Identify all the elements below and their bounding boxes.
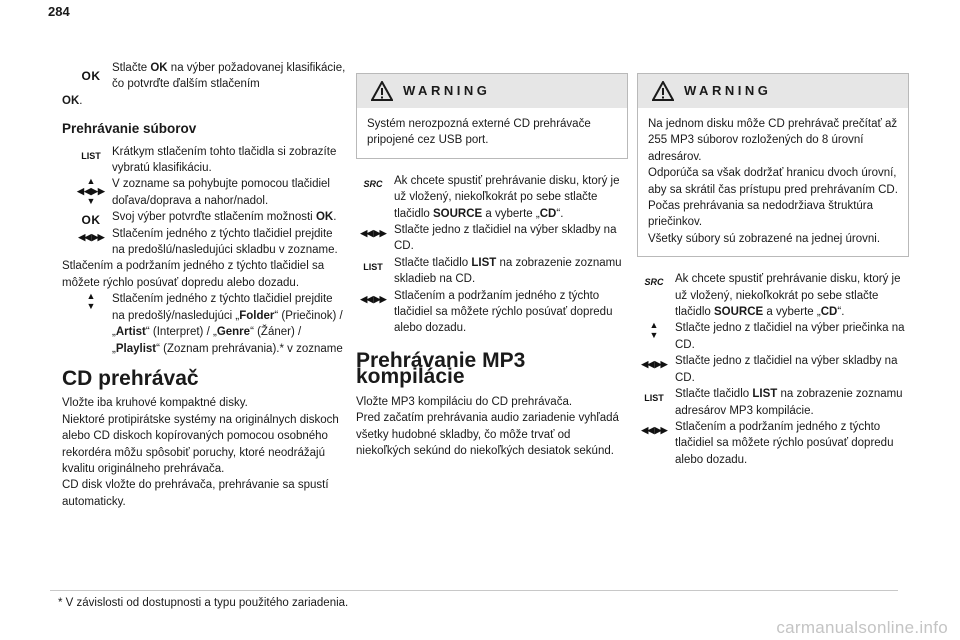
source-text-a: Ak chcete spustiť prehrávanie disku, ktorý je už vložený, niekoľkokrát po sebe stlačte tlačidlo xyxy=(675,273,901,319)
warning-box-usb xyxy=(356,73,628,159)
ok-button-icon: OK xyxy=(81,69,101,83)
ok-button-icon: OK xyxy=(81,213,101,228)
footnote-divider xyxy=(50,590,898,591)
column-middle xyxy=(356,73,628,459)
list-button-icon: LIST xyxy=(81,150,101,161)
ok-confirm-instruction xyxy=(74,209,346,228)
mp3-compilation-heading: Prehrávanie MP3 kompilácie xyxy=(356,348,526,389)
source-instruction xyxy=(637,271,909,320)
folder-skip-text-b: “ (Priečinok) / „ xyxy=(112,309,343,339)
section-heading-file-playback: Prehrávanie súborov xyxy=(62,121,197,137)
cd-player-heading: CD prehrávač xyxy=(62,366,199,390)
warning-triangle-icon xyxy=(652,81,674,101)
four-way-arrows-icon xyxy=(74,176,108,206)
up-arrow-icon: ▲ xyxy=(86,291,96,302)
folder-skip-text-e: “ (Zoznam prehrávania).* v zozname xyxy=(156,342,343,355)
page-number: 284 xyxy=(48,4,70,19)
ok-press-tail xyxy=(62,93,346,109)
artist-label: Artist xyxy=(115,326,146,339)
list-button-icon: LIST xyxy=(363,261,383,272)
ok-press-text-b: na výber požadovanej klasifikácie, čo potvrďte ďalším stlačením xyxy=(112,62,346,91)
genre-label: Genre xyxy=(216,326,251,339)
source-text-a: Ak chcete spustiť prehrávanie disku, ktorý je už vložený, niekoľkokrát po sebe stlačte tlačidlo xyxy=(394,174,620,220)
ok-bold: OK xyxy=(150,62,168,74)
watermark: carmanualsonline.info xyxy=(776,618,948,637)
down-arrow-icon: ▼ xyxy=(649,330,659,341)
list-bold: LIST xyxy=(752,388,778,401)
list-instruction xyxy=(74,144,346,177)
cd-player-text: Vložte iba kruhové kompaktné disky. Niektoré protipirátske systémy na originálnych diskoch alebo CD diskoch kopírovaných pomocou osobného rekordéra môžu spôsobiť poruchy, ktoré neodrážajú kvalitu originálneho prehrávača. CD disk vložte do prehrávača, prehrávanie sa spustí automaticky. xyxy=(62,397,339,508)
left-right-arrows-icon: ◀◀ ▶▶ xyxy=(360,293,386,304)
left-right-arrows-icon: ◀◀ ▶▶ xyxy=(360,228,386,239)
track-skip-text: Stlačením jedného z týchto tlačidiel prejdite na predošlú/nasledujúci skladbu v zozname. xyxy=(112,227,338,257)
folder-skip-text-d: “ (Žáner) / „ xyxy=(112,326,302,355)
list-instruction-text: Krátkym stlačením tohto tlačidla si zobrazíte vybratú klasifikáciu. xyxy=(112,145,337,175)
track-select-instruction xyxy=(356,222,628,255)
down-arrow-icon: ▼ xyxy=(86,301,96,312)
warning-title: WARNING xyxy=(403,83,491,98)
warning-text: Na jednom disku môže CD prehrávač prečítať až 255 MP3 súborov rozložených do 8 úrovní adresárov. Odporúča sa však dodržať hranicu dvoch úrovní, aby sa skrátil čas prístupu pred prehrávaním CD. Počas prehrávania sa nedodržiava štruktúra priečinkov. Všetky súbory sú zobrazené na jednej úrovni. xyxy=(648,118,898,245)
ok-bold-2: OK xyxy=(62,94,80,107)
column-left xyxy=(62,60,346,510)
fast-scroll-text: Stlačením a podržaním jedného z týchto tlačidiel sa môžete rýchlo posúvať dopredu alebo dozadu. xyxy=(394,289,613,335)
playlist-label: Playlist xyxy=(115,342,157,355)
source-bold: SOURCE xyxy=(433,207,483,220)
ok-press-text-c: . xyxy=(79,94,83,107)
source-text-b: a vyberte „ xyxy=(482,207,540,220)
warning-title: WARNING xyxy=(684,83,772,98)
fast-scroll-text: Stlačením a podržaním jedného z týchto tlačidiel sa môžete rýchlo posúvať dopredu alebo dozadu. xyxy=(62,260,325,289)
left-right-arrows-icon: ◀◀▶▶ xyxy=(77,186,105,197)
source-bold: SOURCE xyxy=(714,306,764,319)
list-bold: LIST xyxy=(471,256,497,269)
source-text-c: “. xyxy=(837,306,845,319)
list-folders-text-a: Stlačte tlačidlo xyxy=(675,388,753,401)
folder-select-text: Stlačte jedno z tlačidiel na výber priečinka na CD. xyxy=(675,322,905,351)
folder-label: Folder xyxy=(239,309,275,322)
source-button-icon: SRC xyxy=(644,277,664,288)
ok-instruction xyxy=(74,60,346,93)
folder-select-instruction xyxy=(637,320,909,353)
up-down-arrows-icon xyxy=(637,320,671,340)
source-text-b: a vyberte „ xyxy=(763,306,821,319)
source-button-icon: SRC xyxy=(363,178,383,189)
list-tracks-text-b: na zobrazenie zoznamu skladieb na CD. xyxy=(394,256,622,286)
cd-bold: CD xyxy=(820,306,838,319)
column-right xyxy=(637,73,909,468)
left-right-arrows-icon: ◀◀ ▶▶ xyxy=(641,424,667,435)
list-folders-text-b: na zobrazenie zoznamu adresárov MP3 kompilácie. xyxy=(675,388,903,417)
source-instruction xyxy=(356,173,628,222)
navigate-instruction xyxy=(74,176,346,209)
navigate-instruction-text: V zozname sa pohybujte pomocou tlačidiel doľava/doprava a nahor/nadol. xyxy=(112,178,330,207)
source-text-c: “. xyxy=(556,207,564,220)
left-right-arrows-icon: ◀◀ ▶▶ xyxy=(641,359,667,370)
ok-confirm-text-b: . xyxy=(333,211,337,224)
fast-scroll-text: Stlačením a podržaním jedného z týchto tlačidiel sa môžete rýchlo posúvať dopredu alebo dozadu. xyxy=(675,420,894,466)
footnote: * V závislosti od dostupnosti a typu použitého zariadenia. xyxy=(58,597,349,609)
warning-header xyxy=(357,74,627,108)
list-folders-instruction xyxy=(637,386,909,419)
track-select-instruction xyxy=(637,353,909,386)
left-right-arrows-icon: ◀◀ ▶▶ xyxy=(78,231,104,242)
ok-confirm-text-a: Svoj výber potvrďte stlačením možnosti xyxy=(112,211,316,224)
up-arrow-icon: ▲ xyxy=(649,320,659,331)
list-tracks-instruction xyxy=(356,255,628,288)
folder-skip-text-a: Stlačením jedného z týchto tlačidiel prejdite na predošlý/nasledujúci „ xyxy=(112,293,333,322)
folder-skip-instruction xyxy=(62,291,346,357)
ok-press-text-a: Stlačte xyxy=(112,62,151,74)
warning-header xyxy=(638,74,908,108)
fast-scroll-instruction xyxy=(356,288,628,337)
track-select-text: Stlačte jedno z tlačidiel na výber skladby na CD. xyxy=(394,224,617,253)
track-skip-instruction xyxy=(62,226,346,259)
up-down-arrows-icon xyxy=(74,291,108,311)
mp3-compilation-text: Vložte MP3 kompiláciu do CD prehrávača. Pred začatím prehrávania audio zariadenie vyhľadá všetky hudobné skladby, čo môže trvať od niekoľkých sekúnd do niekoľkých desiatok sekúnd. xyxy=(356,395,619,457)
track-select-text: Stlačte jedno z tlačidiel na výber skladby na CD. xyxy=(675,355,898,384)
folder-skip-text-c: “ (Interpret) / „ xyxy=(145,326,217,339)
list-tracks-text-a: Stlačte tlačidlo xyxy=(394,256,472,269)
ok-confirm-bold: OK xyxy=(315,211,334,224)
warning-triangle-icon xyxy=(371,81,393,101)
list-button-icon: LIST xyxy=(644,393,664,404)
cd-bold: CD xyxy=(539,207,557,220)
warning-text: Systém nerozpozná externé CD prehrávače pripojené cez USB port. xyxy=(367,118,591,147)
warning-box-mp3 xyxy=(637,73,909,257)
down-arrow-icon: ▼ xyxy=(86,196,96,207)
up-arrow-icon: ▲ xyxy=(86,176,96,187)
fast-scroll-instruction xyxy=(637,419,909,468)
